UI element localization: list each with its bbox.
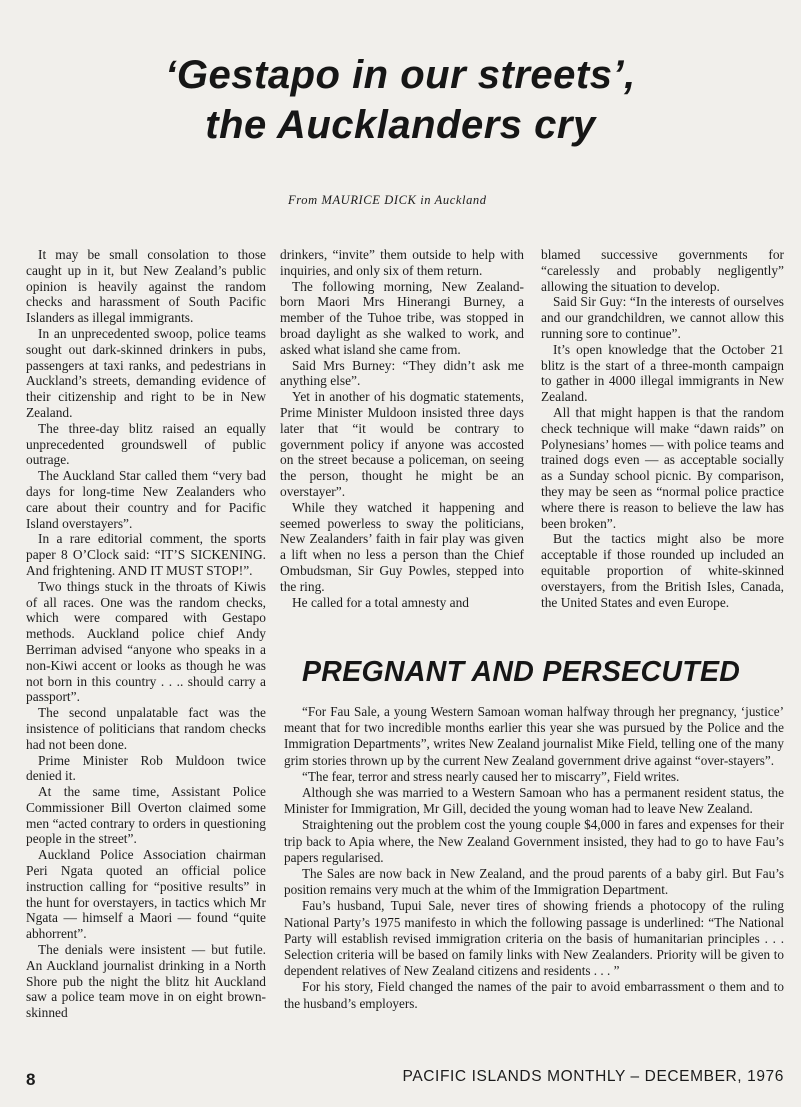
paragraph: Straightening out the problem cost the young couple $4,000 in fares and expenses for their trip back to Apia where, the New Zealand Government insisted, they had to go to have Fau’s papers regularised. <box>284 817 784 865</box>
paragraph: The second unpalatable fact was the insistence of politicians that random checks had not been done. <box>26 705 266 752</box>
publication-footer: PACIFIC ISLANDS MONTHLY – DECEMBER, 1976 <box>402 1068 784 1085</box>
article-column-1 <box>26 247 266 1021</box>
paragraph: The Auckland Star called them “very bad days for long-time New Zealanders who care about their country and for Pacific Island overstayers”. <box>26 468 266 531</box>
paragraph: Fau’s husband, Tupui Sale, never tires of showing friends a photocopy of the ruling National Party’s 1975 manifesto in which the following passage is underlined: “The National Party will establish revised immigration criteria on the basis of humanitarian principles . . . Selection criteria will be based on family links with New Zealanders. Priority will be given to dependent relatives of New Zealand citizens and residents . . . ” <box>284 898 784 979</box>
paragraph: He called for a total amnesty and <box>292 594 469 610</box>
paragraph: “The fear, terror and stress nearly caused her to miscarry”, Field writes. <box>302 768 680 784</box>
paragraph: The three-day blitz raised an equally unprecedented groundswell of public outrage. <box>26 420 266 468</box>
paragraph: Said Sir Guy: “In the interests of ourselves and our grandchildren, we cannot allow this running sore to continue”. <box>541 294 784 341</box>
paragraph: The Sales are now back in New Zealand, and the proud parents of a baby girl. But Fau’s position remains very much at the whim of the Immigration Department. <box>284 866 784 898</box>
paragraph: Yet in another of his dogmatic statements, Prime Minister Muldoon insisted three days later that “it would be contrary to government policy if anyone was accosted on the street because a policeman, on seeing the person, thought he might be an overstayer”. <box>280 389 524 499</box>
article-column-3 <box>541 247 784 610</box>
paragraph: Said Mrs Burney: “They didn’t ask me anything else”. <box>280 357 524 389</box>
paragraph: The denials were insistent — but futile. An Auckland journalist drinking in a North Shore pub the night the blitz hit Auckland saw a police team move in on eight brown-skinned <box>26 942 266 1021</box>
paragraph: But the tactics might also be more acceptable if those rounded up included an equitable proportion of white-skinned overstayers, from the British Isles, Canada, the United States and even Europe. <box>541 531 784 610</box>
sidebar-headline: PREGNANT AND PERSECUTED <box>302 656 741 688</box>
paragraph: Auckland Police Association chairman Peri Ngata quoted an official police instruction calling for “positive results” in the hunt for overstayers, in tactics which Mr Ngata — himself a Maori — found “quite abhorrent”. <box>26 847 266 942</box>
paragraph: blamed successive governments for “carelessly and probably negligently” allowing the situation to develop. <box>541 247 784 294</box>
paragraph: For his story, Field changed the names of the pair to avoid embarrassment o them and to the husband’s employers. <box>284 979 784 1011</box>
paragraph: In a rare editorial comment, the sports paper 8 O’Clock said: “IT’S SICKENING. And frightening. AND IT MUST STOP!”. <box>26 531 266 578</box>
byline: From MAURICE DICK in Auckland <box>288 193 487 207</box>
headline-line-2: the Aucklanders cry <box>205 103 596 147</box>
headline-line-1: ‘Gestapo in our streets’, <box>165 53 636 97</box>
paragraph: “For Fau Sale, a young Western Samoan woman halfway through her pregnancy, ‘justice’ meant that for two incredible months earlier this year she was pursued by the Police and the Immigration Departments”, writes New Zealand journalist Mike Field, telling one of the many grim stories thrown up by the current New Zealand government drive against “over-stayers”. <box>284 704 784 768</box>
page-number: 8 <box>26 1070 36 1089</box>
paragraph: While they watched it happening and seemed powerless to sway the politicians, New Zealanders’ faith in fair play was given a lift when no less a person than the Chief Ombudsman, Sir Guy Powles, stepped into the ring. <box>280 499 524 594</box>
paragraph: In an unprecedented swoop, police teams sought out dark-skinned drinkers in pubs, passengers at taxi ranks, and pedestrians in Auckland’s streets, demanding evidence of their citizenship and right to be in New Zealand. <box>26 325 266 420</box>
paragraph: The following morning, New Zealand-born Maori Mrs Hinerangi Burney, a member of the Tuhoe tribe, was stopped in broad daylight as she walked to work, and asked what island she came from. <box>280 278 524 357</box>
paragraph: It may be small consolation to those caught up in it, but New Zealand’s public opinion is heavily against the random checks and harassment of South Pacific Islanders as illegal immigrants. <box>26 247 266 326</box>
paragraph: Prime Minister Rob Muldoon twice denied it. <box>26 752 266 784</box>
paragraph: drinkers, “invite” them outside to help with inquiries, and only six of them return. <box>280 247 524 278</box>
paragraph: It’s open knowledge that the October 21 blitz is the start of a three-month campaign to gather in 4000 illegal immigrants in New Zealand. <box>541 341 784 405</box>
paragraph: At the same time, Assistant Police Commissioner Bill Overton claimed some men “acted contrary to orders in questioning people in the street”. <box>26 784 266 847</box>
paragraph: All that might happen is that the random check technique will make “dawn raids” on Polynesians’ homes — with police teams and trained dogs even — as acceptable socially as a Sunday school picnic. By comparison, they may be seen as “normal police practice where there is reason to believe the law has been broken”. <box>541 404 784 531</box>
paragraph: Two things stuck in the throats of Kiwis of all races. One was the random checks, which were compared with Gestapo methods. Auckland police chief Andy Berriman advised “anyone who speaks in a non-Kiwi accent or looks as though he was not born in this country . . .. should carry a passport”. <box>26 578 266 705</box>
article-column-2 <box>280 247 524 610</box>
paragraph: Although she was married to a Western Samoan who has a permanent resident status, the Minister for Immigration, Mr Gill, decided the young woman had to leave New Zealand. <box>284 785 784 817</box>
sidebar-story <box>284 704 784 1012</box>
article-headline <box>0 50 801 150</box>
